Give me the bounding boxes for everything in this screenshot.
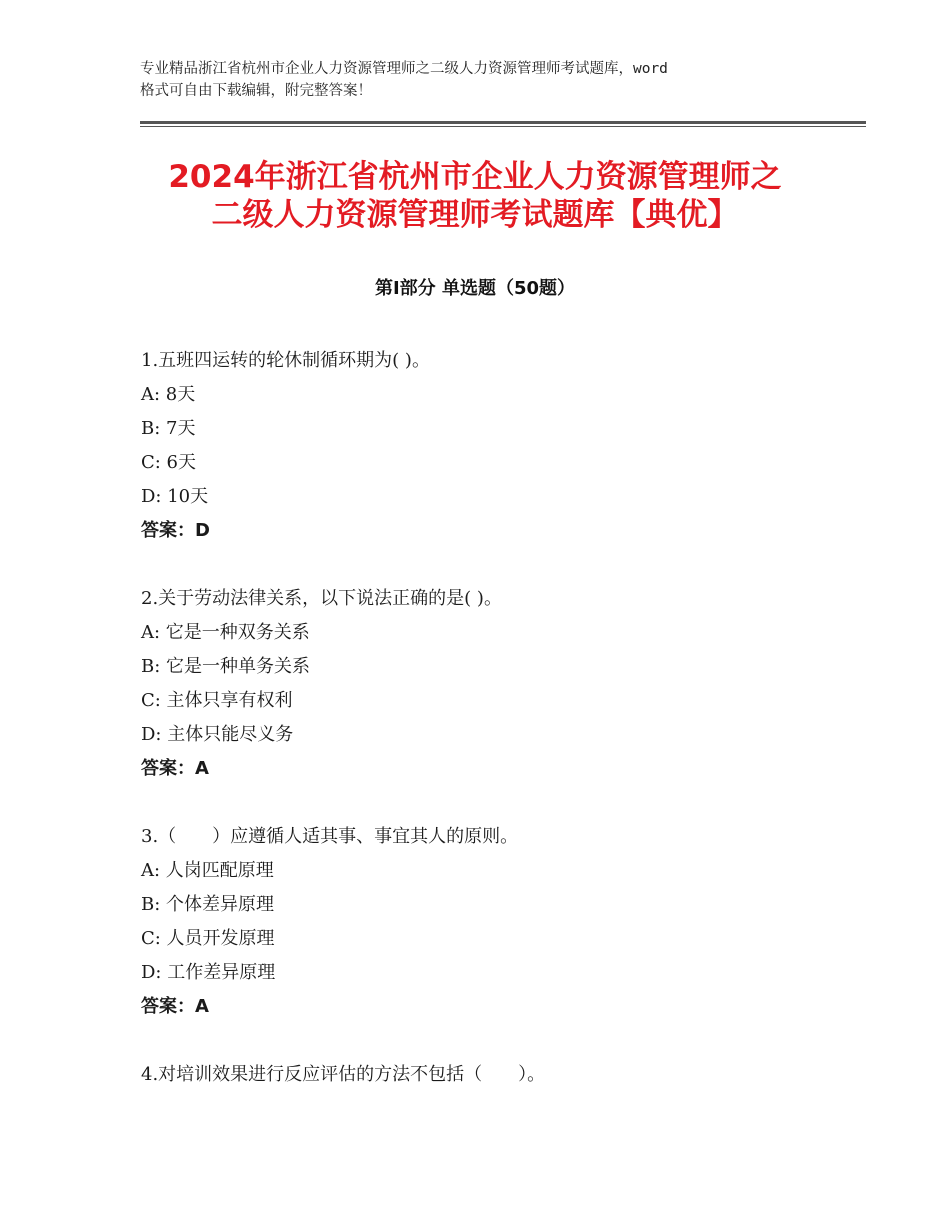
option-c: C: 6天 (141, 452, 197, 473)
header-note-line-1: 专业精品浙江省杭州市企业人力资源管理师之二级人力资源管理师考试题库，word (140, 61, 668, 77)
answer-label: 答案：A (141, 758, 209, 779)
option-c: C: 主体只享有权利 (141, 690, 293, 711)
question-stem: 1.五班四运转的轮休制循环期为( )。 (141, 350, 430, 371)
question-4 (141, 1058, 841, 1092)
question-1 (141, 344, 841, 548)
header-note-line-2: 格式可自由下载编辑，附完整答案！ (140, 83, 372, 99)
answer-label: 答案：D (141, 520, 210, 541)
option-b: B: 个体差异原理 (141, 894, 275, 915)
option-b: B: 7天 (141, 418, 196, 439)
question-2 (141, 582, 841, 786)
header-rule-thin (140, 126, 866, 127)
option-a: A: 8天 (141, 384, 196, 405)
answer-label: 答案：A (141, 996, 209, 1017)
question-3 (141, 820, 841, 1024)
section-heading: 第Ⅰ部分 单选题（50题） (374, 278, 575, 299)
option-a: A: 人岗匹配原理 (141, 860, 274, 881)
document-title-line-2: 二级人力资源管理师考试题库【典优】 (211, 197, 739, 233)
option-d: D: 工作差异原理 (141, 962, 276, 983)
option-b: B: 它是一种单务关系 (141, 656, 311, 677)
question-stem: 2.关于劳动法律关系，以下说法正确的是( )。 (141, 588, 502, 609)
document-title (100, 158, 850, 234)
document-title-line-1: 2024年浙江省杭州市企业人力资源管理师之 (168, 159, 782, 195)
header-note (140, 58, 830, 102)
option-d: D: 主体只能尽义务 (141, 724, 294, 745)
option-a: A: 它是一种双务关系 (141, 622, 310, 643)
question-list (141, 344, 841, 1126)
question-stem: 3.（ ）应遵循人适其事、事宜其人的原则。 (141, 826, 519, 847)
option-d: D: 10天 (141, 486, 209, 507)
header-rule-thick (140, 121, 866, 124)
option-c: C: 人员开发原理 (141, 928, 275, 949)
question-stem: 4.对培训效果进行反应评估的方法不包括（ ）。 (141, 1064, 546, 1085)
